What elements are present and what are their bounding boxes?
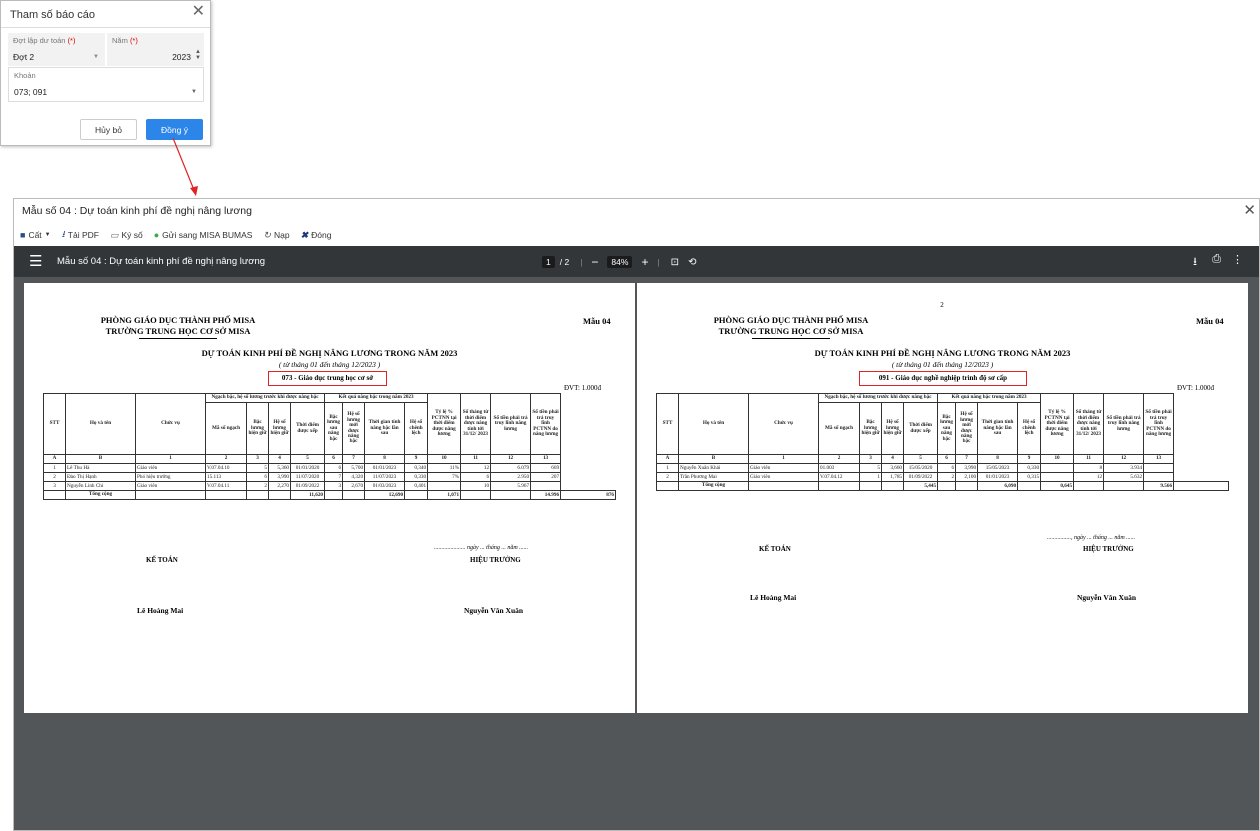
chevron-down-icon: ▼	[44, 232, 51, 238]
cancel-button[interactable]: Hủy bỏ	[80, 119, 137, 140]
khoan-select[interactable]	[8, 67, 204, 102]
table-cell: 01/01/2023	[365, 464, 405, 473]
report-title: DỰ TOÁN KINH PHÍ ĐỀ NGHỊ NÂNG LƯƠNG TRONG NĂM 2023	[201, 348, 458, 358]
table-cell	[44, 491, 66, 500]
table-cell: Hệ số chênh lệch	[405, 403, 428, 455]
annotation-arrow	[170, 136, 210, 202]
pdf-label: Tải PDF	[67, 230, 99, 240]
table-cell	[405, 491, 428, 500]
table-cell: 2	[44, 473, 66, 482]
principal-name: Nguyễn Văn Xuân	[1077, 593, 1137, 602]
table-cell: 1	[136, 455, 206, 464]
dialog-title: Tham số báo cáo	[10, 9, 95, 21]
table-cell: V.07.04.11	[206, 482, 247, 491]
dot-select[interactable]	[8, 33, 105, 66]
table-cell: Bậc lương hiện giữ	[247, 403, 269, 455]
unit-label: ĐVT: 1.000đ	[564, 384, 601, 392]
table-cell: Thời điểm được xếp	[904, 403, 938, 455]
table-cell: Họ và tên	[679, 394, 749, 455]
required-mark: (*)	[129, 36, 138, 45]
table-cell	[1041, 464, 1074, 473]
table-cell: 9.566	[1144, 482, 1174, 491]
accountant-name: Lê Hoàng Mai	[750, 593, 797, 602]
send-label: Gửi sang MISA BUMAS	[162, 230, 253, 240]
table-row	[657, 464, 1229, 473]
table-cell: 2	[819, 455, 860, 464]
save-button[interactable]	[20, 230, 51, 240]
table-cell: Mã số ngạch	[206, 403, 247, 455]
reload-button[interactable]	[263, 230, 289, 241]
table-cell: 5.967	[491, 482, 531, 491]
table-cell: 2,670	[343, 482, 365, 491]
sign-button[interactable]	[110, 230, 143, 241]
table-cell: 3.934	[1104, 464, 1144, 473]
table-cell: Số tiền phải trả truy lĩnh PCTNN do nâng lương	[531, 394, 561, 455]
table-cell: 12	[1074, 473, 1104, 482]
table-cell	[1074, 482, 1104, 491]
table-cell: Thời gian tính nâng bậc lần sau	[978, 403, 1018, 455]
table-row	[44, 473, 616, 482]
nam-label: Năm	[112, 36, 128, 45]
report-params-dialog	[0, 0, 211, 146]
table-cell: Giáo viên	[749, 473, 819, 482]
table-cell: 5	[904, 455, 938, 464]
table-cell: 2,270	[269, 482, 291, 491]
table-cell: Số tháng từ thời điểm được nâng tính tới 31/12/ 2023	[1074, 394, 1104, 455]
table-cell: 10	[428, 455, 461, 464]
table-cell: 3	[325, 482, 343, 491]
table-cell: 669	[531, 464, 561, 473]
table-cell: A	[657, 455, 679, 464]
table-cell: 3,990	[956, 464, 978, 473]
table-cell: 6	[461, 473, 491, 482]
table-cell	[956, 482, 978, 491]
table-cell: 9	[405, 455, 428, 464]
table-cell: Nguyễn Xuân Khải	[679, 464, 749, 473]
table-cell: Hệ số lương mới được nâng bậc	[343, 403, 365, 455]
dot-label: Đợt lập dư toán	[13, 36, 66, 45]
table-cell: 6	[938, 455, 956, 464]
table-cell: 1	[657, 464, 679, 473]
table-cell	[206, 491, 247, 500]
table-cell: Kết quả nâng bậc trong năm 2023	[938, 394, 1041, 403]
date-line: ..................... ngày ... tháng ... năm ......	[434, 545, 529, 551]
table-cell: 4	[269, 455, 291, 464]
table-cell: 01/09/2022	[904, 473, 938, 482]
table-cell	[325, 491, 343, 500]
table-cell: Bậc lương hiện giữ	[860, 403, 882, 455]
table-cell: Chức vụ	[749, 394, 819, 455]
table-cell	[1144, 464, 1174, 473]
close-icon[interactable]: ✕	[1243, 202, 1256, 219]
table-cell: 5	[247, 464, 269, 473]
report-period: ( từ tháng 01 đến tháng 12/2023 )	[278, 360, 381, 369]
report-title: DỰ TOÁN KINH PHÍ ĐỀ NGHỊ NÂNG LƯƠNG TRONG NĂM 2023	[814, 348, 1071, 358]
zoom-in-icon[interactable]: +	[641, 255, 649, 269]
ok-button[interactable]: Đồng ý	[146, 119, 203, 140]
table-cell: Trần Phương Mai	[679, 473, 749, 482]
table-cell: Chức vụ	[136, 394, 206, 455]
reload-label: Nạp	[273, 230, 290, 240]
divider	[752, 338, 830, 339]
table-cell: STT	[657, 394, 679, 455]
table-cell: 2	[938, 473, 956, 482]
table-cell: 2	[206, 455, 247, 464]
table-cell: 3,990	[269, 473, 291, 482]
table-cell: 8	[978, 455, 1018, 464]
table-cell: 6.079	[491, 464, 531, 473]
page-total: / 2	[559, 257, 570, 267]
table-cell: 5,445	[904, 482, 938, 491]
save-icon: ■	[20, 230, 26, 240]
table-cell: 01.003	[819, 464, 860, 473]
table-cell	[269, 491, 291, 500]
table-cell: Số tiền phải trả truy lĩnh nâng lương	[1104, 394, 1144, 455]
toolbar	[20, 227, 331, 243]
more-icon[interactable]: ⋮	[1232, 254, 1243, 266]
table-cell: Mã số ngạch	[819, 403, 860, 455]
table-cell: 6,090	[978, 482, 1018, 491]
table-cell: 15/05/2020	[904, 464, 938, 473]
table-cell: Nguyễn Linh Chi	[66, 482, 136, 491]
page-number: 2	[940, 301, 944, 309]
table-cell: 11	[461, 455, 491, 464]
close-label: Đóng	[311, 230, 332, 240]
fit-page-icon[interactable]: ⊡	[670, 256, 680, 268]
org-name: PHÒNG GIÁO DỤC THÀNH PHỐ MISA	[100, 315, 256, 325]
table-cell: 01/03/2023	[365, 482, 405, 491]
table-cell: 3	[247, 455, 269, 464]
school-name: TRƯỜNG TRUNG HỌC CƠ SỞ MISA	[105, 326, 251, 336]
table-cell: Tỷ lệ % PCTNN tại thời điểm được nâng lương	[1041, 394, 1074, 455]
table-cell: 7	[343, 455, 365, 464]
org-name: PHÒNG GIÁO DỤC THÀNH PHỐ MISA	[713, 315, 869, 325]
table-cell: 13	[1144, 455, 1174, 464]
salary-table	[43, 393, 616, 500]
table-cell: 6	[247, 473, 269, 482]
table-cell: Thời điểm được xếp	[291, 403, 325, 455]
table-cell: Hệ số chênh lệch	[1018, 403, 1041, 455]
table-cell: 12,690	[365, 491, 405, 500]
download-pdf-button[interactable]	[62, 227, 99, 243]
form-number: Mẫu 04	[583, 316, 611, 326]
date-line: ................, ngày ... tháng ... năm ......	[1047, 535, 1136, 541]
viewer-title: Mẫu số 04 : Dự toán kinh phí đề nghị nâng lương	[57, 256, 266, 267]
table-cell: 6	[325, 464, 343, 473]
table-cell	[938, 482, 956, 491]
table-cell	[247, 491, 269, 500]
table-cell: 0,340	[405, 464, 428, 473]
table-cell: 1,071	[428, 491, 461, 500]
download-icon: ⭳	[61, 229, 65, 239]
table-cell: 2	[247, 482, 269, 491]
signature-icon: ▭	[109, 229, 119, 240]
table-cell	[136, 491, 206, 500]
menu-icon[interactable]: ☰	[29, 253, 43, 270]
table-cell: 5	[291, 455, 325, 464]
table-row	[44, 464, 616, 473]
chevron-down-icon: ▼	[93, 54, 99, 60]
window-title: Mẫu số 04 : Dự toán kinh phí đề nghị nâng lương	[22, 205, 252, 217]
table-cell	[819, 482, 860, 491]
table-cell: Hệ số lương hiện giữ	[269, 403, 291, 455]
table-cell: Ngạch bậc, hệ số lương trước khi được nâng bậc	[819, 394, 938, 403]
table-cell: 2	[657, 473, 679, 482]
table-cell: 1	[44, 464, 66, 473]
nam-stepper[interactable]	[107, 33, 204, 66]
table-cell: 01/01/2020	[291, 464, 325, 473]
unit-label: ĐVT: 1.000đ	[1177, 384, 1214, 392]
table-cell: 7	[325, 473, 343, 482]
table-cell: 6	[938, 464, 956, 473]
table-cell: 11	[1074, 455, 1104, 464]
table-cell: V.07.04.12	[819, 473, 860, 482]
table-cell: 0,401	[405, 482, 428, 491]
download-icon[interactable]: ⭳	[1193, 256, 1197, 268]
khoan-title: 091 - Giáo dục nghề nghiệp trình độ sơ cấp	[878, 374, 1008, 382]
table-cell: 0,330	[405, 473, 428, 482]
sign-label: Ký số	[121, 230, 143, 240]
table-cell	[461, 491, 491, 500]
table-cell: Bậc lương sau nâng bậc	[325, 403, 343, 455]
divider	[1, 27, 210, 28]
table-cell: A	[44, 455, 66, 464]
pdf-page-1	[24, 283, 635, 713]
divider	[139, 338, 217, 339]
dot-value: Đợt 2	[13, 52, 35, 62]
required-mark: (*)	[67, 36, 76, 45]
table-cell: Số tiền phải trả truy lĩnh nâng lương	[491, 394, 531, 455]
table-cell	[1041, 473, 1074, 482]
table-cell	[1018, 482, 1041, 491]
principal-name: Nguyễn Văn Xuân	[464, 606, 524, 615]
rotate-icon[interactable]: ⟲	[688, 256, 697, 268]
table-cell	[749, 482, 819, 491]
table-cell: 8	[365, 455, 405, 464]
principal-label: HIỆU TRƯỞNG	[1083, 545, 1134, 553]
table-cell: Lê Thu Hà	[66, 464, 136, 473]
table-cell	[531, 482, 561, 491]
table-cell	[428, 482, 461, 491]
table-cell: Đào Thị Hạnh	[66, 473, 136, 482]
table-row	[44, 482, 616, 491]
table-cell: 5,700	[343, 464, 365, 473]
table-cell: 9	[1018, 455, 1041, 464]
table-cell: 3,660	[882, 464, 904, 473]
salary-table	[656, 393, 1229, 491]
table-cell: 14.996	[531, 491, 561, 500]
pdf-page-2	[637, 283, 1248, 713]
table-cell: 1,785	[882, 473, 904, 482]
chevron-down-icon: ▼	[191, 89, 197, 95]
table-cell: 01/09/2022	[291, 482, 325, 491]
total-row	[657, 482, 1229, 491]
table-cell: STT	[44, 394, 66, 455]
table-cell	[657, 482, 679, 491]
table-cell: Hệ số lương hiện giữ	[882, 403, 904, 455]
table-cell: 876	[561, 491, 616, 500]
accountant-label: KẾ TOÁN	[146, 556, 178, 564]
table-cell: Họ và tên	[66, 394, 136, 455]
table-cell: Thời gian tính nâng bậc lần sau	[365, 403, 405, 455]
send-bumas-button[interactable]	[154, 230, 253, 240]
form-number: Mẫu 04	[1196, 316, 1224, 326]
table-cell: 12	[461, 464, 491, 473]
table-cell: 13	[531, 455, 561, 464]
table-cell: 0,645	[1041, 482, 1074, 491]
khoan-value: 073; 091	[14, 87, 48, 97]
close-icon[interactable]: ✕	[191, 3, 205, 20]
send-icon: ●	[153, 230, 160, 240]
table-cell: 12	[1104, 455, 1144, 464]
table-cell: Tỷ lệ % PCTNN tại thời điểm được nâng lương	[428, 394, 461, 455]
table-cell: 5	[860, 464, 882, 473]
table-cell: Giáo viên	[136, 482, 206, 491]
table-cell: 11/07/2020	[291, 473, 325, 482]
table-cell: Tổng cộng	[679, 482, 749, 491]
table-cell	[491, 491, 531, 500]
table-row	[657, 473, 1229, 482]
table-cell: Phó hiệu trưởng	[136, 473, 206, 482]
save-label: Cất	[28, 230, 42, 240]
total-row	[44, 491, 616, 500]
table-cell: 0,315	[1018, 473, 1041, 482]
close-icon: ✖	[300, 229, 309, 240]
table-cell: Tổng cộng	[66, 491, 136, 500]
table-cell: 207	[531, 473, 561, 482]
table-cell: B	[679, 455, 749, 464]
table-cell: B	[66, 455, 136, 464]
table-cell: Hệ số lương mới được nâng bậc	[956, 403, 978, 455]
reload-icon: ↻	[263, 229, 271, 240]
table-cell: V.07.04.10	[206, 464, 247, 473]
table-cell: 5,360	[269, 464, 291, 473]
table-cell: Số tiền phải trả truy lĩnh PCTNN do nâng lương	[1144, 394, 1174, 455]
table-cell: 15.113	[206, 473, 247, 482]
table-cell: 1	[749, 455, 819, 464]
table-cell: 11%	[428, 464, 461, 473]
table-cell: Ngạch bậc, hệ số lương trước khi được nâng bậc	[206, 394, 325, 403]
table-cell	[882, 482, 904, 491]
table-cell: 10	[1041, 455, 1074, 464]
zoom-input[interactable]: 84%	[607, 256, 632, 268]
close-button[interactable]	[301, 230, 332, 241]
table-cell: 1	[860, 473, 882, 482]
khoan-label: Khoản	[14, 71, 36, 80]
table-cell	[1144, 473, 1174, 482]
table-cell: 0,330	[1018, 464, 1041, 473]
table-cell: 6	[325, 455, 343, 464]
table-cell: 3	[860, 455, 882, 464]
page-input[interactable]: 1	[542, 256, 555, 268]
table-cell: Giáo viên	[136, 464, 206, 473]
report-period: ( từ tháng 01 đến tháng 12/2023 )	[891, 360, 994, 369]
table-cell: Số tháng từ thời điểm được nâng tính tới 31/12/ 2023	[461, 394, 491, 455]
table-cell: 4	[882, 455, 904, 464]
accountant-label: KẾ TOÁN	[759, 545, 791, 553]
table-cell: 3	[44, 482, 66, 491]
table-cell: 8	[1074, 464, 1104, 473]
table-cell: 12	[491, 455, 531, 464]
table-cell: 4,320	[343, 473, 365, 482]
table-cell: Kết quả nâng bậc trong năm 2023	[325, 394, 428, 403]
table-cell: Giáo viên	[749, 464, 819, 473]
spinner-icon[interactable]: ▲ ▼	[195, 49, 201, 61]
table-cell: 15/05/2023	[978, 464, 1018, 473]
table-cell: 7	[956, 455, 978, 464]
table-cell	[343, 491, 365, 500]
table-cell: 7%	[428, 473, 461, 482]
table-cell: 2.950	[491, 473, 531, 482]
table-cell: 2,100	[956, 473, 978, 482]
nam-value: 2023	[172, 52, 191, 62]
table-cell: 5.632	[1104, 473, 1144, 482]
khoan-title: 073 - Giáo dục trung học cơ sở	[281, 374, 374, 382]
table-cell	[1174, 482, 1229, 491]
principal-label: HIỆU TRƯỞNG	[470, 556, 521, 564]
table-cell	[860, 482, 882, 491]
table-cell: 11,620	[291, 491, 325, 500]
table-cell: 10	[461, 482, 491, 491]
print-icon[interactable]: ⎙	[1212, 253, 1221, 265]
accountant-name: Lê Hoàng Mai	[137, 606, 184, 615]
table-cell: 01/01/2023	[978, 473, 1018, 482]
table-cell	[1104, 482, 1144, 491]
school-name: TRƯỜNG TRUNG HỌC CƠ SỞ MISA	[718, 326, 864, 336]
pdf-viewer-toolbar: ☰ Mẫu số 04 : Dự toán kinh phí đề nghị nâng lương 1 / 2 | − 84% + | ⊡ ⟲ ⭳ ⎙ ⋮	[14, 246, 1259, 277]
table-cell: Bậc lương sau nâng bậc	[938, 403, 956, 455]
table-cell: 11/07/2023	[365, 473, 405, 482]
zoom-out-icon[interactable]: −	[591, 255, 599, 269]
